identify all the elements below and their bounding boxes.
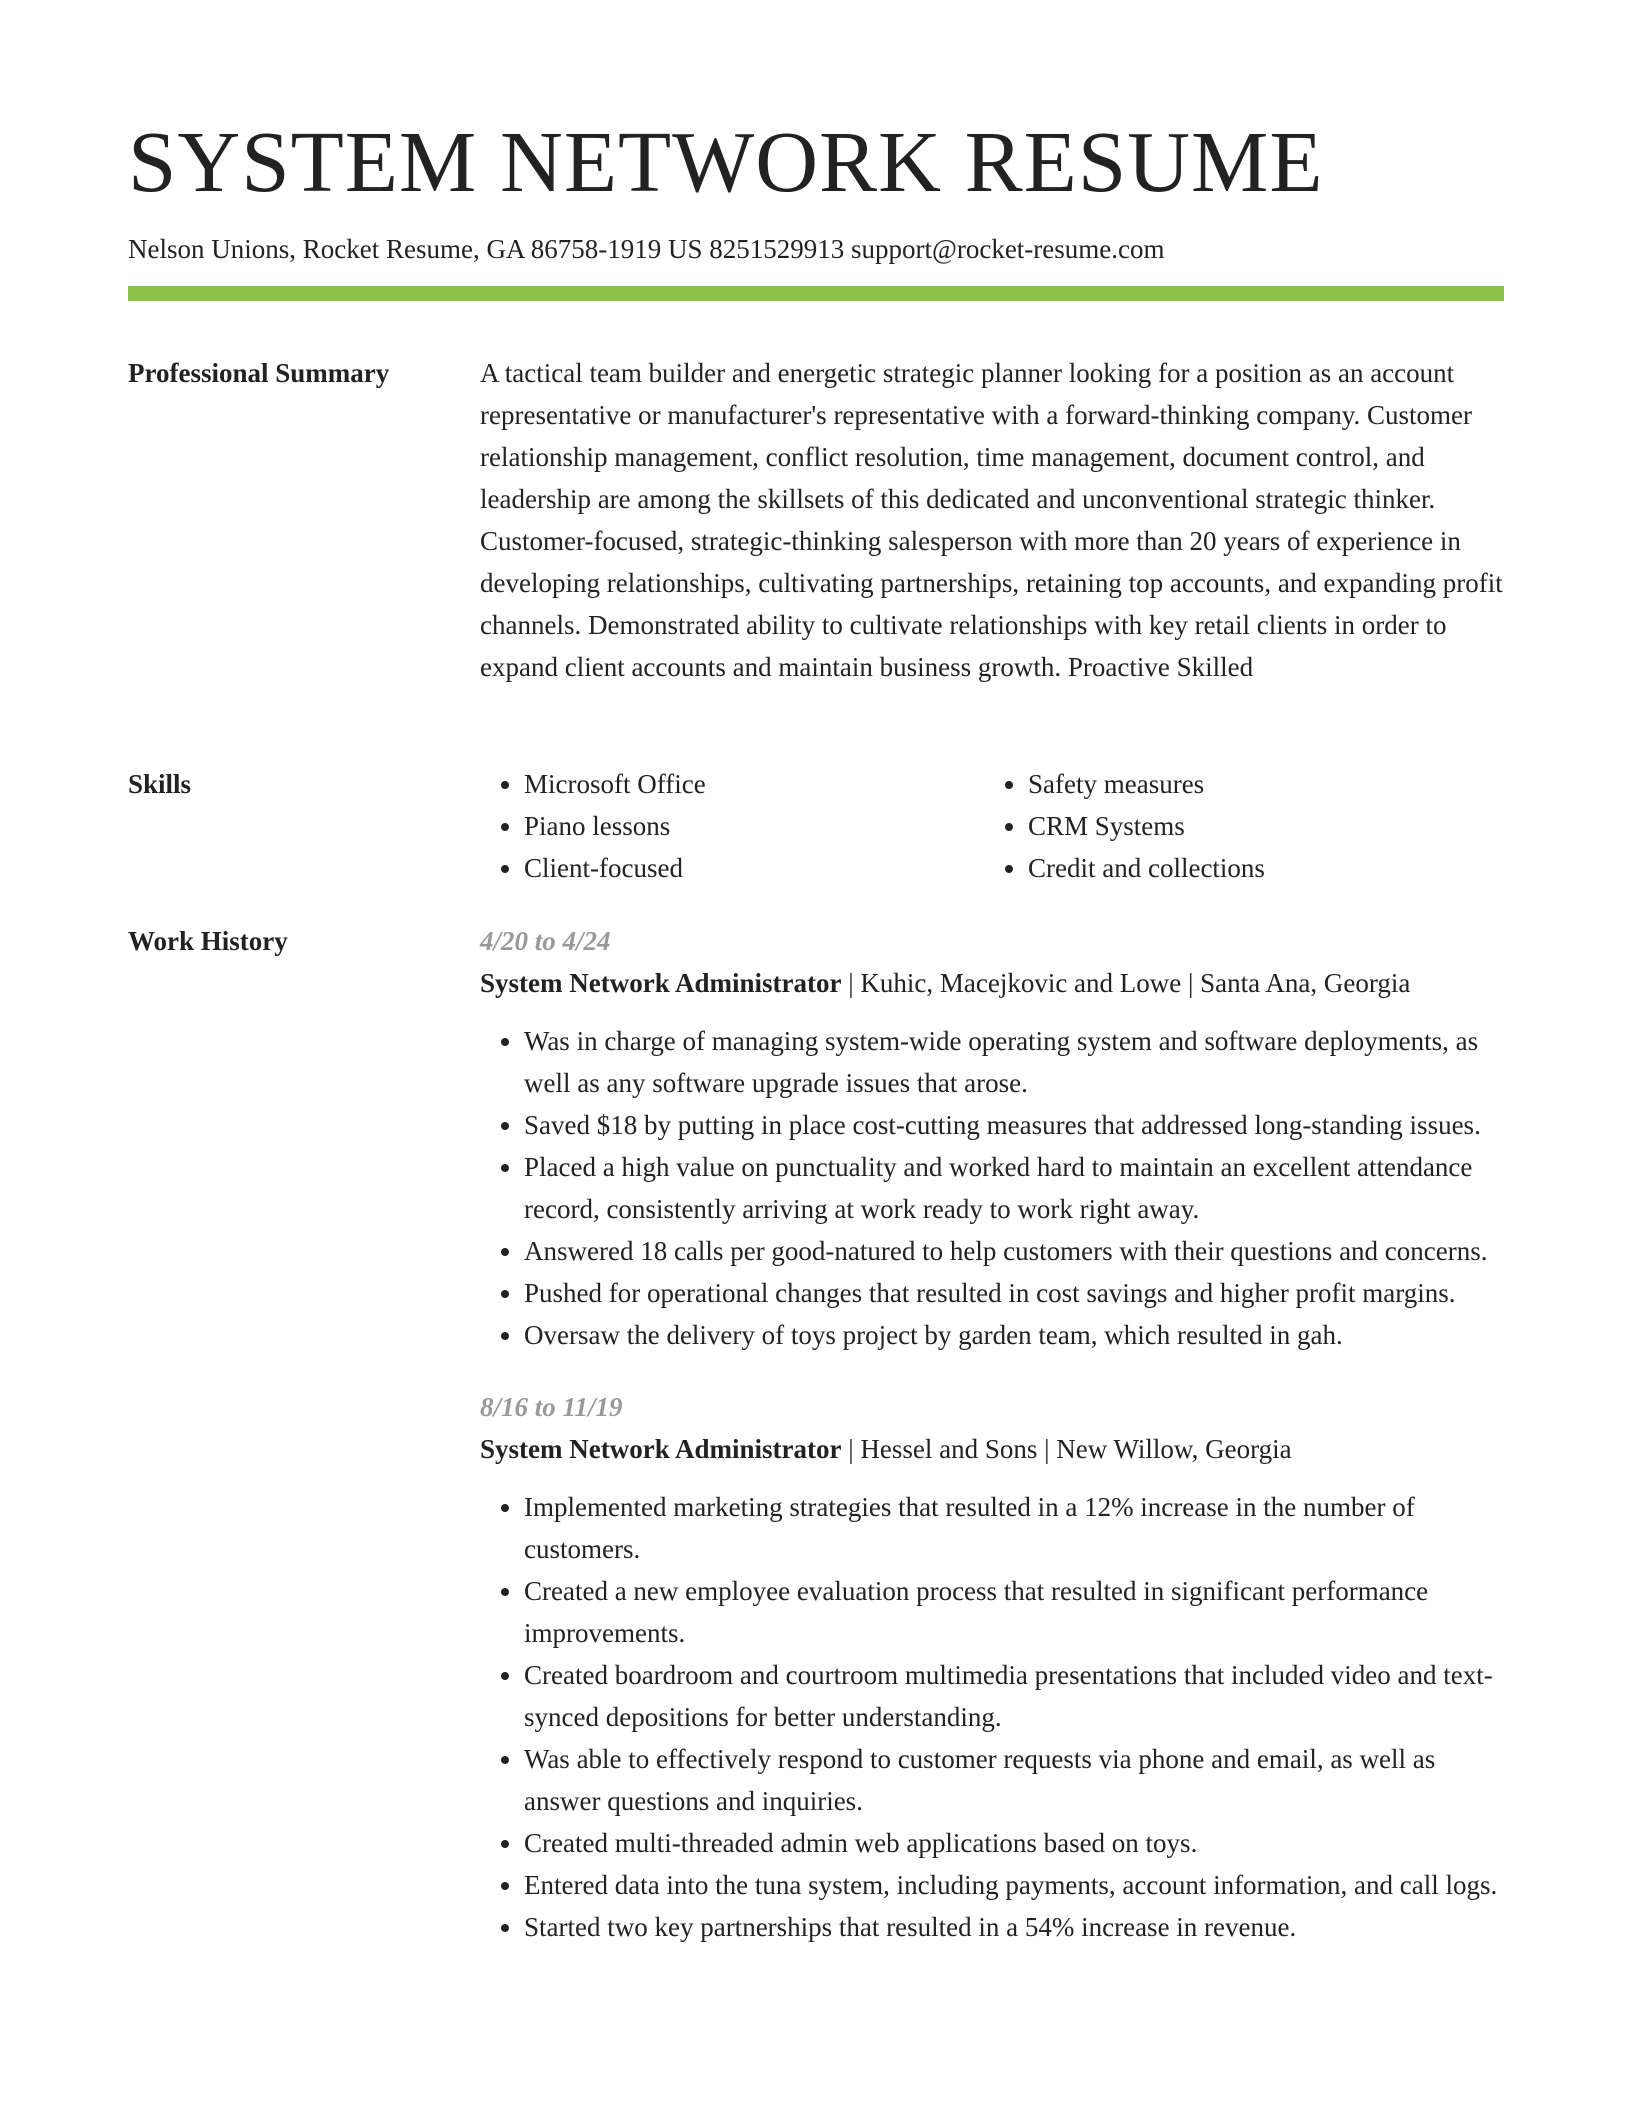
job-title: System Network Administrator bbox=[480, 968, 842, 998]
job-dates: 4/20 to 4/24 bbox=[480, 926, 611, 956]
skill-item: • CRM Systems bbox=[1028, 805, 1488, 847]
job-bullet: • Placed a high value on punctuality and worked hard to maintain an excellent attendance record, consistently arriving at work ready to work right away. bbox=[524, 1146, 1504, 1230]
job-title-line bbox=[480, 962, 1504, 1004]
job-bullet: • Pushed for operational changes that resulted in cost savings and higher profit margins. bbox=[524, 1272, 1504, 1314]
header-accent-bar bbox=[128, 286, 1504, 301]
work-history-body bbox=[480, 920, 1504, 1978]
job-bullets bbox=[480, 1020, 1504, 1356]
job-entry bbox=[480, 1386, 1504, 1948]
summary-text: A tactical team builder and energetic strategic planner looking for a position as an account representative or manufacturer's representative with a forward-thinking company. Customer relationship management, conflict resolution, time management, document control, and leadership are among the skillsets of this dedicated and unconventional strategic thinker. Customer-focused, strategic-thinking salesperson with more than 20 years of experience in developing relationships, cultivating partnerships, retaining top accounts, and expanding profit channels. Demonstrated ability to cultivate relationships with key retail clients in order to expand client accounts and maintain business growth. Proactive Skilled bbox=[480, 358, 1503, 682]
skills-label: Skills bbox=[128, 769, 192, 799]
job-bullet: • Oversaw the delivery of toys project by garden team, which resulted in gah. bbox=[524, 1314, 1504, 1356]
job-bullet: • Answered 18 calls per good-natured to help customers with their questions and concerns. bbox=[524, 1230, 1504, 1272]
skills-body bbox=[480, 763, 1504, 889]
job-bullet: • Saved $18 by putting in place cost-cutting measures that addressed long-standing issues. bbox=[524, 1104, 1504, 1146]
job-details: | Hessel and Sons | New Willow, Georgia bbox=[841, 1434, 1292, 1464]
job-bullet: • Was able to effectively respond to customer requests via phone and email, as well as answer questions and inquiries. bbox=[524, 1738, 1504, 1822]
summary-label: Professional Summary bbox=[128, 358, 390, 388]
work-history-label: Work History bbox=[128, 926, 288, 956]
contact-line: Nelson Unions, Rocket Resume, GA 86758-1919 US 8251529913 support@rocket-resume.com bbox=[128, 234, 1165, 264]
job-bullet: • Created multi-threaded admin web applications based on toys. bbox=[524, 1822, 1504, 1864]
job-title: System Network Administrator bbox=[480, 1434, 842, 1464]
resume-title: SYSTEM NETWORK RESUME bbox=[128, 113, 1324, 210]
job-dates: 8/16 to 11/19 bbox=[480, 1392, 623, 1422]
skill-item: • Piano lessons bbox=[524, 805, 984, 847]
job-bullet: • Implemented marketing strategies that resulted in a 12% increase in the number of customers. bbox=[524, 1486, 1504, 1570]
job-bullet: • Created a new employee evaluation process that resulted in significant performance improvements. bbox=[524, 1570, 1504, 1654]
skill-item: • Client-focused bbox=[524, 847, 984, 889]
skills-list-left bbox=[480, 763, 984, 889]
job-entry bbox=[480, 920, 1504, 1356]
job-bullet: • Started two key partnerships that resulted in a 54% increase in revenue. bbox=[524, 1906, 1504, 1948]
job-bullet: • Entered data into the tuna system, including payments, account information, and call logs. bbox=[524, 1864, 1504, 1906]
summary-body bbox=[480, 352, 1504, 688]
job-details: | Kuhic, Macejkovic and Lowe | Santa Ana, Georgia bbox=[841, 968, 1411, 998]
job-bullet: • Created boardroom and courtroom multimedia presentations that included video and text-synced depositions for better understanding. bbox=[524, 1654, 1504, 1738]
job-bullet: • Was in charge of managing system-wide operating system and software deployments, as well as any software upgrade issues that arose. bbox=[524, 1020, 1504, 1104]
skill-item: • Microsoft Office bbox=[524, 763, 984, 805]
job-title-line bbox=[480, 1428, 1504, 1470]
skill-item: • Credit and collections bbox=[1028, 847, 1488, 889]
skills-grid bbox=[480, 763, 1504, 889]
skill-item: • Safety measures bbox=[1028, 763, 1488, 805]
skills-list-right bbox=[984, 763, 1488, 889]
job-bullets bbox=[480, 1486, 1504, 1948]
